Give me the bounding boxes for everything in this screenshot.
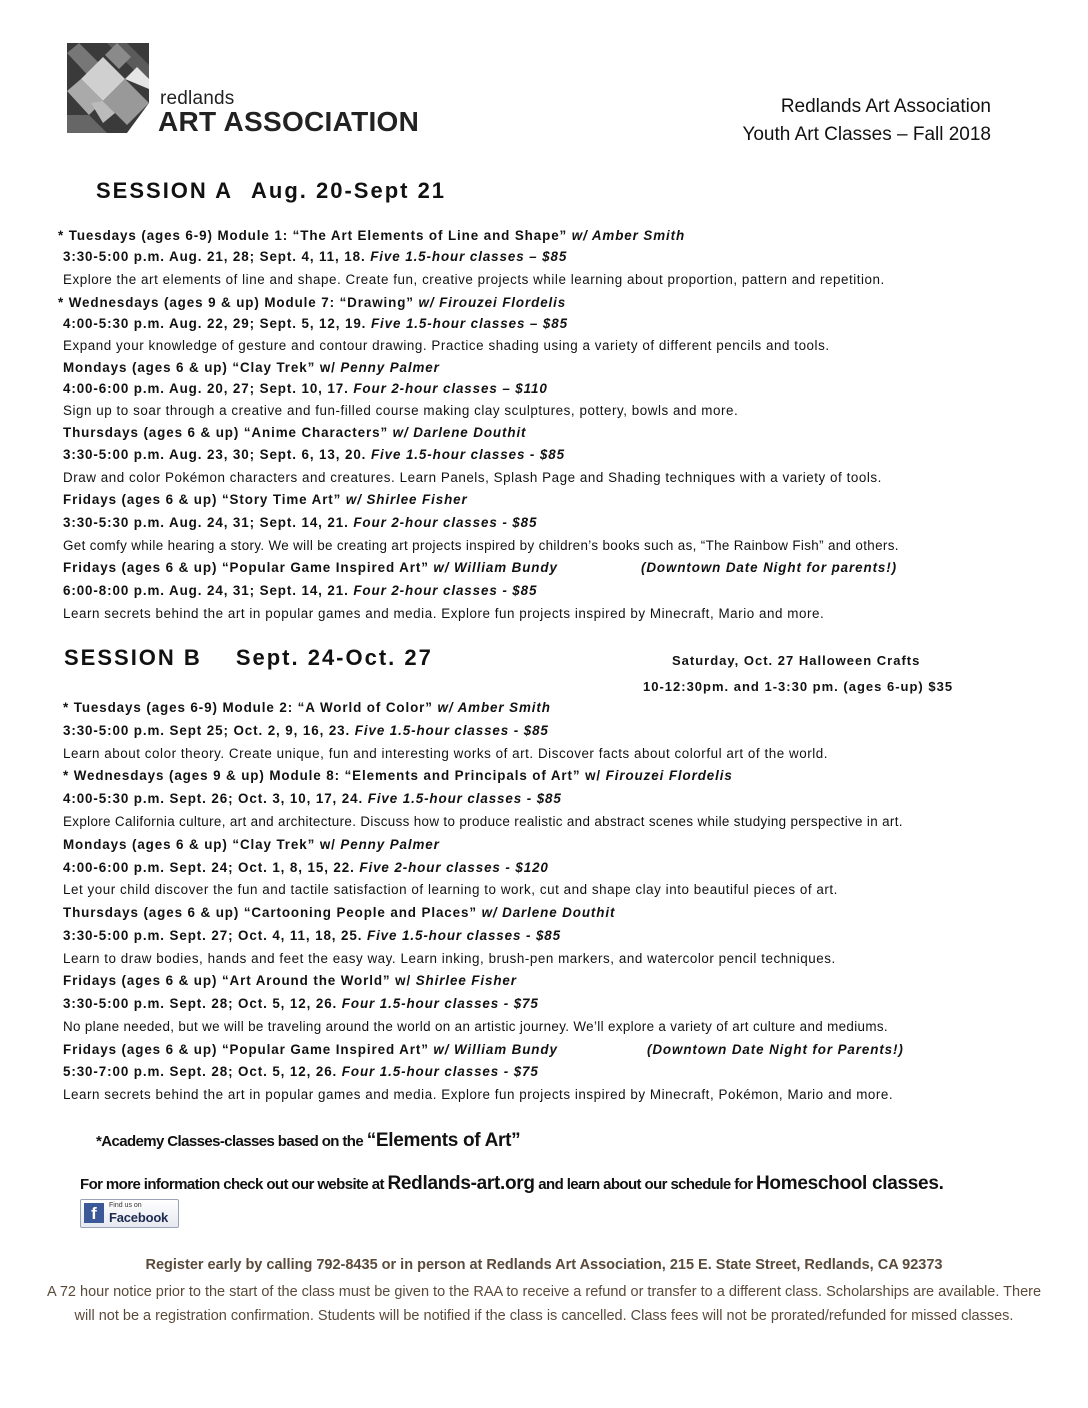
document-title-line2: Youth Art Classes – Fall 2018 xyxy=(742,124,991,145)
session-b-label: SESSION B xyxy=(64,645,202,670)
course-heading xyxy=(58,228,685,243)
logo-mark xyxy=(67,43,149,133)
course-dates: 6:00-8:00 p.m. Aug. 24, 31; Sept. 14, 21. xyxy=(63,583,349,598)
course-heading xyxy=(63,837,440,852)
course-dates: 3:30-5:00 p.m. Sept 25; Oct. 2, 9, 16, 23. xyxy=(63,723,351,738)
course-title: Mondays (ages 6 & up) “Clay Trek” w/ xyxy=(63,360,336,375)
course-title: * Wednesdays (ages 9 & up) Module 7: “Drawing” xyxy=(58,295,414,310)
course-description: No plane needed, but we will be traveling around the world on an artistic journey. We’ll explore a variety of art culture and mediums. xyxy=(63,1019,888,1034)
course-instructor: w/ Amber Smith xyxy=(571,228,686,243)
course-heading xyxy=(63,560,558,575)
course-schedule xyxy=(63,447,565,462)
logo-text-small: redlands xyxy=(160,88,235,109)
course-note xyxy=(647,1042,904,1057)
session-b-dates: Sept. 24-Oct. 27 xyxy=(235,645,433,670)
course-heading xyxy=(63,973,517,988)
session-a-dates: Aug. 20-Sept 21 xyxy=(251,178,447,203)
course-heading xyxy=(63,360,440,375)
course-dates: 3:30-5:30 p.m. Aug. 24, 31; Sept. 14, 21. xyxy=(63,515,349,530)
course-heading xyxy=(63,700,551,715)
course-schedule xyxy=(63,928,561,943)
course-instructor: w/ Amber Smith xyxy=(437,700,551,715)
course-schedule xyxy=(63,316,568,331)
course-schedule xyxy=(63,996,539,1011)
course-pricing: Five 1.5-hour classes - $85 xyxy=(366,928,561,943)
course-pricing: Five 2-hour classes - $120 xyxy=(359,860,549,875)
course-pricing: Four 2-hour classes - $85 xyxy=(353,583,538,598)
course-pricing: Five 1.5-hour classes - $85 xyxy=(354,723,549,738)
facebook-button[interactable] xyxy=(80,1199,179,1228)
more-info-text-mid: and learn about our schedule for xyxy=(538,1176,753,1193)
facebook-label: Facebook xyxy=(109,1210,169,1225)
course-pricing: Five 1.5-hour classes - $85 xyxy=(367,791,562,806)
course-description: Expand your knowledge of gesture and contour drawing. Practice shading using a variety of different pencils and tools. xyxy=(63,338,830,353)
facebook-icon: f xyxy=(84,1203,104,1223)
course-pricing: Four 1.5-hour classes - $75 xyxy=(341,996,539,1011)
course-instructor: Shirlee Fisher xyxy=(415,973,517,988)
course-dates: 4:00-5:30 p.m. Aug. 22, 29; Sept. 5, 12, 19. xyxy=(63,316,367,331)
course-note xyxy=(641,560,897,575)
course-instructor: w/ Firouzei Flordelis xyxy=(418,295,567,310)
course-dates: 3:30-5:00 p.m. Sept. 27; Oct. 4, 11, 18, 25. xyxy=(63,928,363,943)
special-event-title: Saturday, Oct. 27 Halloween Crafts xyxy=(672,653,921,668)
course-instructor: w/ Darlene Douthit xyxy=(392,425,527,440)
course-heading xyxy=(63,1042,558,1057)
course-title: Thursdays (ages 6 & up) “Cartooning People and Places” xyxy=(63,905,477,920)
course-heading xyxy=(63,425,526,440)
course-dates: 3:30-5:00 p.m. Aug. 21, 28; Sept. 4, 11, 18. xyxy=(63,249,366,264)
course-pricing: Four 2-hour classes – $110 xyxy=(353,381,548,396)
course-title: Fridays (ages 6 & up) “Art Around the World” w/ xyxy=(63,973,412,988)
course-title: * Tuesdays (ages 6-9) Module 2: “A World of Color” xyxy=(63,700,433,715)
session-b-heading xyxy=(64,645,433,671)
course-title: Fridays (ages 6 & up) “Popular Game Inspired Art” xyxy=(63,1042,429,1057)
document-title xyxy=(742,93,991,149)
facebook-small-label: Find us on xyxy=(109,1202,142,1209)
course-title: Thursdays (ages 6 & up) “Anime Characters” xyxy=(63,425,389,440)
course-pricing: Five 1.5-hour classes - $85 xyxy=(370,447,565,462)
course-schedule xyxy=(63,583,537,598)
course-instructor: Penny Palmer xyxy=(340,837,440,852)
course-pricing: Four 1.5-hour classes - $75 xyxy=(341,1064,539,1079)
course-description: Learn about color theory. Create unique, fun and interesting works of art. Discover facts about colorful art of the world. xyxy=(63,746,829,761)
course-instructor: w/ Darlene Douthit xyxy=(481,905,616,920)
course-title: Fridays (ages 6 & up) “Popular Game Inspired Art” xyxy=(63,560,429,575)
course-pricing: Five 1.5-hour classes – $85 xyxy=(370,316,568,331)
course-dates: 4:00-5:30 p.m. Sept. 26; Oct. 3, 10, 17, 24. xyxy=(63,791,364,806)
course-description: Sign up to soar through a creative and fun-filled course making clay sculptures, pottery, bowls and more. xyxy=(63,403,739,418)
academy-note-emphasis: “Elements of Art” xyxy=(366,1130,521,1151)
document-title-line1: Redlands Art Association xyxy=(780,96,991,117)
course-schedule xyxy=(63,249,567,264)
course-description: Learn secrets behind the art in popular games and media. Explore fun projects inspired by Minecraft, Mario and more. xyxy=(63,606,825,621)
course-instructor: w/ William Bundy xyxy=(433,1042,558,1057)
course-dates: 5:30-7:00 p.m. Sept. 28; Oct. 5, 12, 26. xyxy=(63,1064,338,1079)
course-dates: 4:00-6:00 p.m. Sept. 24; Oct. 1, 8, 15, 22. xyxy=(63,860,355,875)
session-a-label: SESSION A xyxy=(96,178,233,203)
refund-notice: A 72 hour notice prior to the start of the class must be given to the RAA to receive a refund or transfer to a different class. Scholarships are available. There will not be a registration confirmation. Students will be notified if the class is cancelled. Class fees will not be prorated/refunded for missed classes. xyxy=(46,1284,1042,1324)
homeschool-classes-text: Homeschool classes. xyxy=(756,1173,944,1194)
course-schedule xyxy=(63,381,548,396)
course-schedule xyxy=(63,860,549,875)
special-event-details: 10-12:30pm. and 1-3:30 pm. (ages 6-up) $35 xyxy=(643,679,954,694)
course-heading xyxy=(58,295,566,310)
more-info-line xyxy=(80,1173,944,1195)
course-description: Let your child discover the fun and tactile satisfaction of learning to work, cut and shape clay into beautiful pieces of art. xyxy=(63,882,838,897)
course-heading xyxy=(63,768,733,783)
academy-note-text: *Academy Classes-classes based on the xyxy=(96,1133,364,1150)
logo-text-big: ART ASSOCIATION xyxy=(158,106,420,137)
course-title: Mondays (ages 6 & up) “Clay Trek” w/ xyxy=(63,837,336,852)
course-pricing: Five 1.5-hour classes – $85 xyxy=(370,249,568,264)
course-schedule xyxy=(63,723,549,738)
session-a-heading xyxy=(96,178,446,204)
course-instructor: Penny Palmer xyxy=(340,360,440,375)
course-description: Draw and color Pokémon characters and creatures. Learn Panels, Splash Page and Shading techniques with a variety of tools. xyxy=(63,470,882,485)
course-instructor: w/ William Bundy xyxy=(433,560,558,575)
course-title: * Tuesdays (ages 6-9) Module 1: “The Art Elements of Line and Shape” xyxy=(58,228,568,243)
course-description: Learn to draw bodies, hands and feet the easy way. Learn inking, brush-pen markers, and watercolor pencil techniques. xyxy=(63,951,836,966)
registration-info: Register early by calling 792-8435 or in person at Redlands Art Association, 215 E. State Street, Redlands, CA 92373 xyxy=(145,1257,943,1273)
course-note-text: (Downtown Date Night for Parents!) xyxy=(647,1042,904,1057)
course-title: * Wednesdays (ages 9 & up) Module 8: “Elements and Principals of Art” w/ xyxy=(63,768,602,783)
course-dates: 3:30-5:00 p.m. Sept. 28; Oct. 5, 12, 26. xyxy=(63,996,338,1011)
course-dates: 4:00-6:00 p.m. Aug. 20, 27; Sept. 10, 17. xyxy=(63,381,349,396)
course-instructor: Firouzei Flordelis xyxy=(605,768,733,783)
course-schedule xyxy=(63,515,537,530)
course-instructor: w/ Shirlee Fisher xyxy=(345,492,468,507)
course-heading xyxy=(63,492,468,507)
website-link[interactable]: Redlands-art.org xyxy=(387,1173,535,1194)
course-schedule xyxy=(63,791,562,806)
course-description: Learn secrets behind the art in popular games and media. Explore fun projects inspired by Minecraft, Pokémon, Mario and more. xyxy=(63,1087,894,1102)
more-info-text: For more information check out our website at xyxy=(80,1176,384,1193)
course-pricing: Four 2-hour classes - $85 xyxy=(353,515,538,530)
course-heading xyxy=(63,905,615,920)
course-title: Fridays (ages 6 & up) “Story Time Art” xyxy=(63,492,342,507)
course-description: Explore the art elements of line and shape. Create fun, creative projects while learning about proportion, pattern and repetition. xyxy=(63,272,885,287)
academy-note xyxy=(96,1130,520,1152)
course-description: Explore California culture, art and architecture. Discuss how to produce realistic and abstract scenes while studying perspective in art. xyxy=(63,814,903,829)
course-dates: 3:30-5:00 p.m. Aug. 23, 30; Sept. 6, 13, 20. xyxy=(63,447,367,462)
course-description: Get comfy while hearing a story. We will be creating art projects inspired by children’s books such as, “The Rainbow Fish” and others. xyxy=(63,538,899,553)
course-note-text: (Downtown Date Night for parents!) xyxy=(641,560,897,575)
course-schedule xyxy=(63,1064,539,1079)
